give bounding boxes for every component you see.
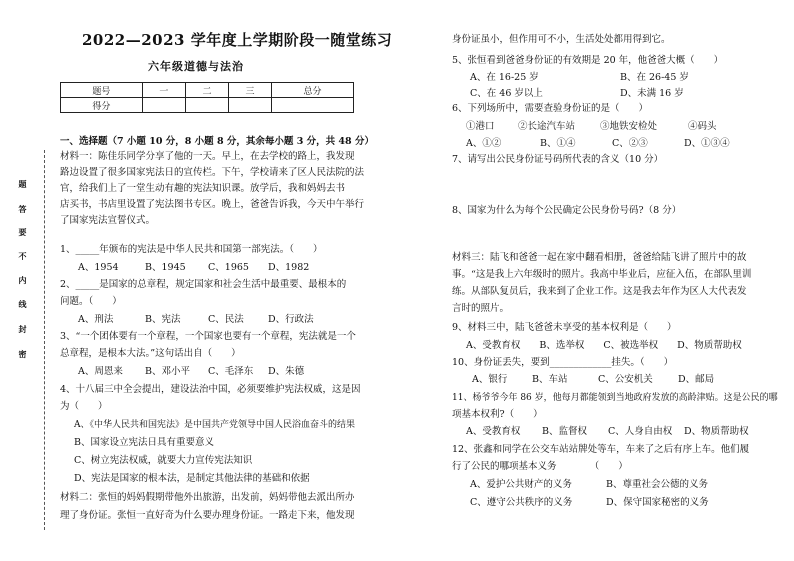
question-12: 行了公民的哪项基本义务 （ ） (452, 461, 628, 472)
option: D、朱德 (268, 366, 305, 377)
score-table-header: 一 (142, 83, 185, 98)
option: A、爱护公共财产的义务 (470, 479, 572, 490)
question-3: 总章程，是根本大法。”这句话出自（ ） (60, 348, 241, 359)
option: D、保守国家秘密的义务 (606, 497, 709, 508)
question-4: 4、十八届三中全会提出，建设法治中国，必须要维护宪法权威，这是因 (60, 384, 361, 395)
score-cell (272, 98, 354, 113)
option: B、尊重社会公德的义务 (606, 479, 708, 490)
option: B、①④ (540, 138, 576, 149)
material-text: 事。“这是我上六年级时的照片。我高中毕业后，应征入伍，在部队里训 (452, 269, 752, 280)
option: A、《中华人民共和国宪法》是中国共产党领导中国人民浴血奋斗的结果 (74, 420, 356, 430)
option: C、毛泽东 (208, 366, 254, 377)
score-table-header: 总分 (272, 83, 354, 98)
option: D、宪法是国家的根本法，是制定其他法律的基础和依据 (74, 473, 310, 484)
material-text: 理了身份证。张恒一直好奇为什么要办理身份证。一路走下来，他发现 (60, 510, 355, 521)
question-10: 10、身份证丢失，要到_____________挂失。（ ） (452, 357, 674, 368)
option: C、公安机关 (598, 374, 653, 385)
material-text: 店买书，书店里设置了宪法图书专区。晚上，爸爸告诉我，今天中午举行 (60, 199, 365, 210)
score-table (60, 82, 354, 113)
binding-char: 封 (18, 325, 28, 333)
option: B、国家设立宪法日具有重要意义 (74, 437, 214, 448)
material-text: 材料一：陈佳乐同学分享了他的一天。早上，在去学校的路上，我发现 (60, 151, 355, 162)
option: B、邓小平 (145, 366, 190, 377)
question-12: 12、张鑫和同学在公交车站站牌处等车，车来了之后有序上车。他们履 (452, 444, 750, 455)
option: B、车站 (532, 374, 568, 385)
binding-char: 答 (18, 205, 28, 213)
option: C、遵守公共秩序的义务 (470, 497, 573, 508)
question-9: 9、材料三中，陆飞爸爸未享受的基本权利是（ ） (452, 322, 677, 333)
binding-dashed-line (44, 150, 45, 530)
score-table-header: 二 (185, 83, 228, 98)
list-item: ④码头 (688, 121, 717, 132)
list-item: ②长途汽车站 (518, 121, 576, 132)
section-heading: 一、选择题（7 小题 10 分，8 小题 8 分，其余每小题 3 分，共 48 分） (60, 136, 374, 147)
score-table-header: 三 (229, 83, 272, 98)
binding-char: 题 (18, 180, 28, 188)
material-text: 路边设置了很多国家宪法日的宣传栏。下午，学校请来了区人民法院的法 (60, 167, 365, 178)
score-table-row-label: 得分 (61, 98, 143, 113)
material-text: 练。从部队复员后，我来到了企业工作。这是我去年作为区人大代表发 (452, 286, 747, 297)
option: A、受教育权 B、选举权 C、被选举权 D、物质帮助权 (466, 340, 742, 351)
option: D、①③④ (684, 138, 730, 149)
option: C、树立宪法权威，就要大力宣传宪法知识 (74, 455, 253, 466)
option: C、在 46 岁以上 (470, 88, 543, 99)
option: B、1945 (145, 262, 186, 273)
material-text: 言时的照片。 (452, 303, 510, 314)
option: D、行政法 (268, 314, 314, 325)
option: D、未满 16 岁 (620, 88, 684, 99)
material-text: 身份证虽小，但作用可不小，生活处处都用得到它。 (452, 34, 671, 45)
material-text: 材料三：陆飞和爸爸一起在家中翻看相册，爸爸给陆飞讲了照片中的故 (452, 252, 747, 263)
page-title: 2022—2023 学年度上学期阶段一随堂练习 (82, 31, 393, 49)
material-text: 官，给我们上了一堂生动有趣的宪法知识课。放学后，我和妈妈去书 (60, 183, 346, 194)
material-text: 了国家宪法宣誓仪式。 (60, 215, 156, 226)
option: A、在 16-25 岁 (470, 72, 539, 83)
binding-char: 内 (18, 276, 28, 284)
option: D、邮局 (678, 374, 715, 385)
page-subtitle: 六年级道德与法治 (148, 60, 244, 73)
option: A、受教育权 (466, 426, 521, 437)
question-5: 5、张恒看到爸爸身份证的有效期是 20 年，他爸爸大概（ ） (452, 55, 724, 66)
score-cell (142, 98, 185, 113)
list-item: ③地铁安检处 (600, 121, 658, 132)
binding-char: 密 (18, 350, 28, 358)
question-11: 项基本权利?（ ） (452, 409, 543, 420)
option: A、刑法 (78, 314, 114, 325)
binding-char: 要 (18, 228, 28, 236)
option: C、人身自由权 (608, 426, 673, 437)
question-11: 11、杨爷爷今年 86 岁，他每月都能领到当地政府发放的高龄津贴。这是公民的哪 (452, 393, 778, 403)
option: B、监督权 (542, 426, 587, 437)
question-2: 2、_____是国家的总章程，规定国家和社会生活中最重要、最根本的 (60, 279, 347, 290)
question-6: 6、下列场所中，需要查验身份证的是（ ） (452, 103, 649, 114)
option: A、①② (466, 138, 502, 149)
question-3: 3、“一个团体要有一个章程，一个国家也要有一个章程，宪法就是一个 (60, 331, 356, 342)
score-table-header-row (61, 83, 354, 98)
score-cell (185, 98, 228, 113)
option: B、在 26-45 岁 (620, 72, 689, 83)
question-7: 7、请写出公民身份证号码所代表的含义（10 分） (452, 154, 664, 165)
option: C、②③ (612, 138, 648, 149)
option: A、1954 (78, 262, 119, 273)
score-table-header: 题号 (61, 83, 143, 98)
material-text: 材料二：张恒的妈妈假期带他外出旅游，出发前，妈妈带他去派出所办 (60, 492, 355, 503)
question-8: 8、国家为什么为每个公民确定公民身份号码?（8 分） (452, 205, 682, 216)
score-cell (229, 98, 272, 113)
binding-char: 不 (18, 252, 28, 260)
question-4: 为（ ） (60, 401, 108, 412)
list-item: ①港口 (466, 121, 495, 132)
option: D、物质帮助权 (684, 426, 749, 437)
score-table-row (61, 98, 354, 113)
option: B、宪法 (145, 314, 181, 325)
question-1: 1、_____年颁布的宪法是中华人民共和国第一部宪法。（ ） (60, 244, 323, 255)
option: A、周恩来 (78, 366, 123, 377)
option: D、1982 (268, 262, 310, 273)
binding-char: 线 (18, 300, 28, 308)
question-2: 问题。（ ） (60, 296, 122, 307)
option: A、银行 (472, 374, 508, 385)
option: C、民法 (208, 314, 244, 325)
option: C、1965 (208, 262, 249, 273)
